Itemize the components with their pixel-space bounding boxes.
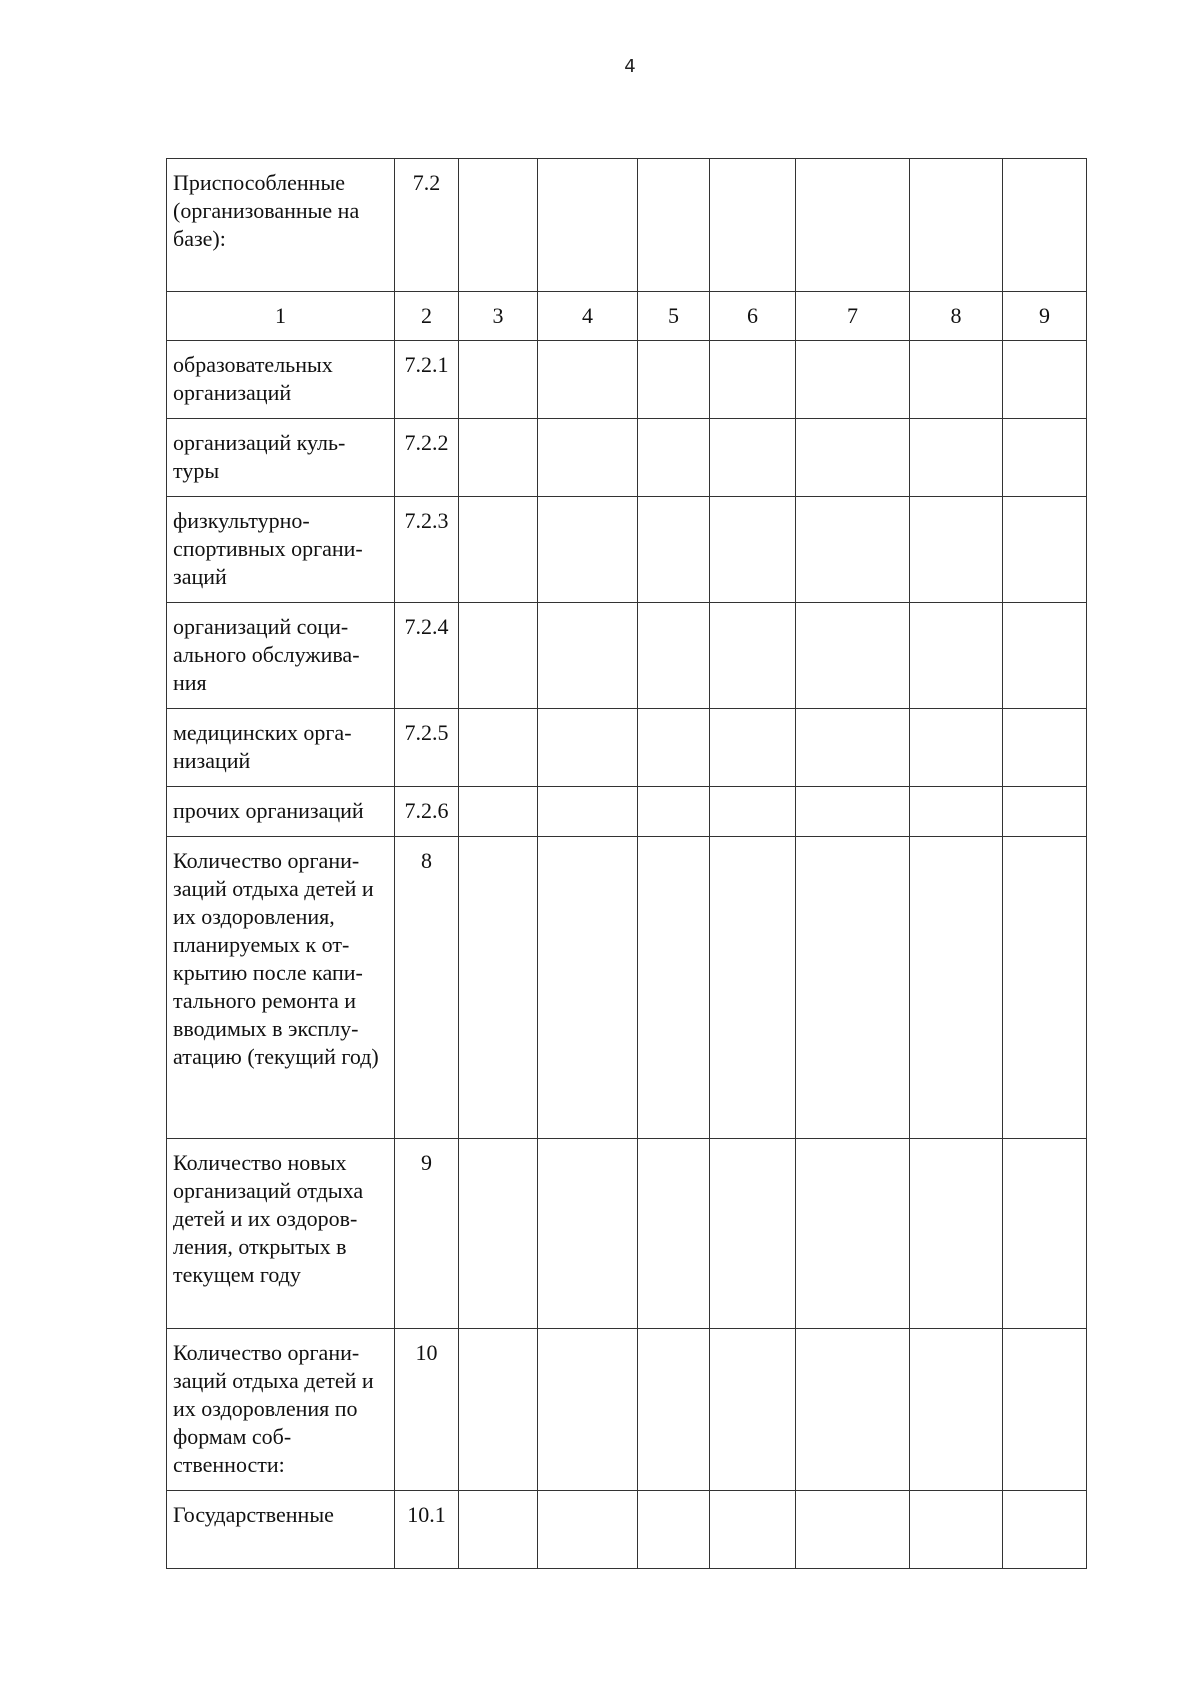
value-cell bbox=[459, 603, 538, 709]
table-row bbox=[167, 419, 1087, 497]
column-number: 6 bbox=[710, 292, 796, 341]
row-label: Количество новых организаций отдыха детей и их оздоров-ления, открытых в текущем году bbox=[167, 1139, 395, 1329]
value-cell bbox=[1003, 1491, 1087, 1569]
value-cell bbox=[796, 1491, 910, 1569]
row-code: 7.2.2 bbox=[395, 419, 459, 497]
value-cell bbox=[1003, 1329, 1087, 1491]
value-cell bbox=[910, 419, 1003, 497]
row-label: прочих организаций bbox=[167, 787, 395, 837]
value-cell bbox=[459, 709, 538, 787]
value-cell bbox=[638, 709, 710, 787]
value-cell bbox=[1003, 341, 1087, 419]
row-code: 9 bbox=[395, 1139, 459, 1329]
value-cell bbox=[1003, 787, 1087, 837]
column-number: 1 bbox=[167, 292, 395, 341]
row-label: организаций соци-ального обслужива-ния bbox=[167, 603, 395, 709]
value-cell bbox=[796, 159, 910, 292]
value-cell bbox=[796, 603, 910, 709]
value-cell bbox=[538, 709, 638, 787]
row-label: медицинских орга-низаций bbox=[167, 709, 395, 787]
column-numbering-row bbox=[167, 292, 1087, 341]
table-row bbox=[167, 837, 1087, 1139]
value-cell bbox=[459, 787, 538, 837]
column-number: 2 bbox=[395, 292, 459, 341]
column-number: 7 bbox=[796, 292, 910, 341]
value-cell bbox=[910, 159, 1003, 292]
row-label: физкультурно-спортивных органи-заций bbox=[167, 497, 395, 603]
row-code: 7.2.4 bbox=[395, 603, 459, 709]
page-number: 4 bbox=[624, 56, 636, 77]
value-cell bbox=[538, 787, 638, 837]
column-number: 8 bbox=[910, 292, 1003, 341]
column-number: 9 bbox=[1003, 292, 1087, 341]
value-cell bbox=[638, 787, 710, 837]
column-number: 4 bbox=[538, 292, 638, 341]
row-code: 7.2.1 bbox=[395, 341, 459, 419]
value-cell bbox=[910, 837, 1003, 1139]
value-cell bbox=[638, 837, 710, 1139]
value-cell bbox=[710, 1139, 796, 1329]
value-cell bbox=[538, 497, 638, 603]
row-label: Количество органи-заций отдыха детей и их оздоровления, планируемых к от-крытию после капи-тального ремонта и вводимых в эксплу-атацию (текущий год) bbox=[167, 837, 395, 1139]
value-cell bbox=[910, 497, 1003, 603]
value-cell bbox=[910, 1139, 1003, 1329]
table-row bbox=[167, 159, 1087, 292]
row-label: Государственные bbox=[167, 1491, 395, 1569]
value-cell bbox=[638, 341, 710, 419]
table-row bbox=[167, 1329, 1087, 1491]
table-row bbox=[167, 1139, 1087, 1329]
value-cell bbox=[459, 1491, 538, 1569]
value-cell bbox=[459, 419, 538, 497]
value-cell bbox=[910, 1491, 1003, 1569]
value-cell bbox=[796, 837, 910, 1139]
table-row bbox=[167, 497, 1087, 603]
value-cell bbox=[710, 787, 796, 837]
table-row bbox=[167, 1491, 1087, 1569]
table-row bbox=[167, 787, 1087, 837]
value-cell bbox=[796, 1329, 910, 1491]
value-cell bbox=[796, 1139, 910, 1329]
row-code: 7.2.5 bbox=[395, 709, 459, 787]
column-number: 3 bbox=[459, 292, 538, 341]
value-cell bbox=[638, 1329, 710, 1491]
value-cell bbox=[538, 1491, 638, 1569]
value-cell bbox=[538, 1329, 638, 1491]
row-label: Приспособленные (организованные на базе): bbox=[167, 159, 395, 292]
value-cell bbox=[796, 419, 910, 497]
row-code: 10 bbox=[395, 1329, 459, 1491]
value-cell bbox=[638, 1491, 710, 1569]
table-row bbox=[167, 341, 1087, 419]
value-cell bbox=[459, 159, 538, 292]
value-cell bbox=[1003, 159, 1087, 292]
value-cell bbox=[459, 341, 538, 419]
value-cell bbox=[910, 709, 1003, 787]
value-cell bbox=[710, 709, 796, 787]
value-cell bbox=[796, 341, 910, 419]
value-cell bbox=[538, 1139, 638, 1329]
value-cell bbox=[638, 159, 710, 292]
value-cell bbox=[1003, 709, 1087, 787]
value-cell bbox=[538, 419, 638, 497]
value-cell bbox=[1003, 837, 1087, 1139]
value-cell bbox=[710, 1329, 796, 1491]
value-cell bbox=[1003, 1139, 1087, 1329]
value-cell bbox=[459, 837, 538, 1139]
row-code: 7.2.6 bbox=[395, 787, 459, 837]
value-cell bbox=[538, 159, 638, 292]
row-code: 7.2.3 bbox=[395, 497, 459, 603]
value-cell bbox=[638, 497, 710, 603]
row-code: 7.2 bbox=[395, 159, 459, 292]
value-cell bbox=[538, 837, 638, 1139]
value-cell bbox=[538, 603, 638, 709]
value-cell bbox=[638, 603, 710, 709]
row-label: Количество органи-заций отдыха детей и их оздоровления по формам соб-ственности: bbox=[167, 1329, 395, 1491]
value-cell bbox=[1003, 419, 1087, 497]
value-cell bbox=[710, 1491, 796, 1569]
value-cell bbox=[710, 837, 796, 1139]
value-cell bbox=[638, 1139, 710, 1329]
value-cell bbox=[1003, 603, 1087, 709]
value-cell bbox=[710, 497, 796, 603]
value-cell bbox=[459, 497, 538, 603]
column-number: 5 bbox=[638, 292, 710, 341]
value-cell bbox=[459, 1139, 538, 1329]
statistics-form-table bbox=[166, 158, 1087, 1569]
value-cell bbox=[638, 419, 710, 497]
row-label: организаций куль-туры bbox=[167, 419, 395, 497]
value-cell bbox=[1003, 497, 1087, 603]
value-cell bbox=[710, 341, 796, 419]
value-cell bbox=[538, 341, 638, 419]
table-row bbox=[167, 603, 1087, 709]
row-code: 8 bbox=[395, 837, 459, 1139]
value-cell bbox=[910, 603, 1003, 709]
value-cell bbox=[710, 159, 796, 292]
value-cell bbox=[796, 497, 910, 603]
row-label: образовательных организаций bbox=[167, 341, 395, 419]
value-cell bbox=[910, 341, 1003, 419]
value-cell bbox=[796, 709, 910, 787]
value-cell bbox=[710, 603, 796, 709]
value-cell bbox=[910, 787, 1003, 837]
value-cell bbox=[710, 419, 796, 497]
value-cell bbox=[910, 1329, 1003, 1491]
value-cell bbox=[796, 787, 910, 837]
value-cell bbox=[459, 1329, 538, 1491]
table-row bbox=[167, 709, 1087, 787]
row-code: 10.1 bbox=[395, 1491, 459, 1569]
